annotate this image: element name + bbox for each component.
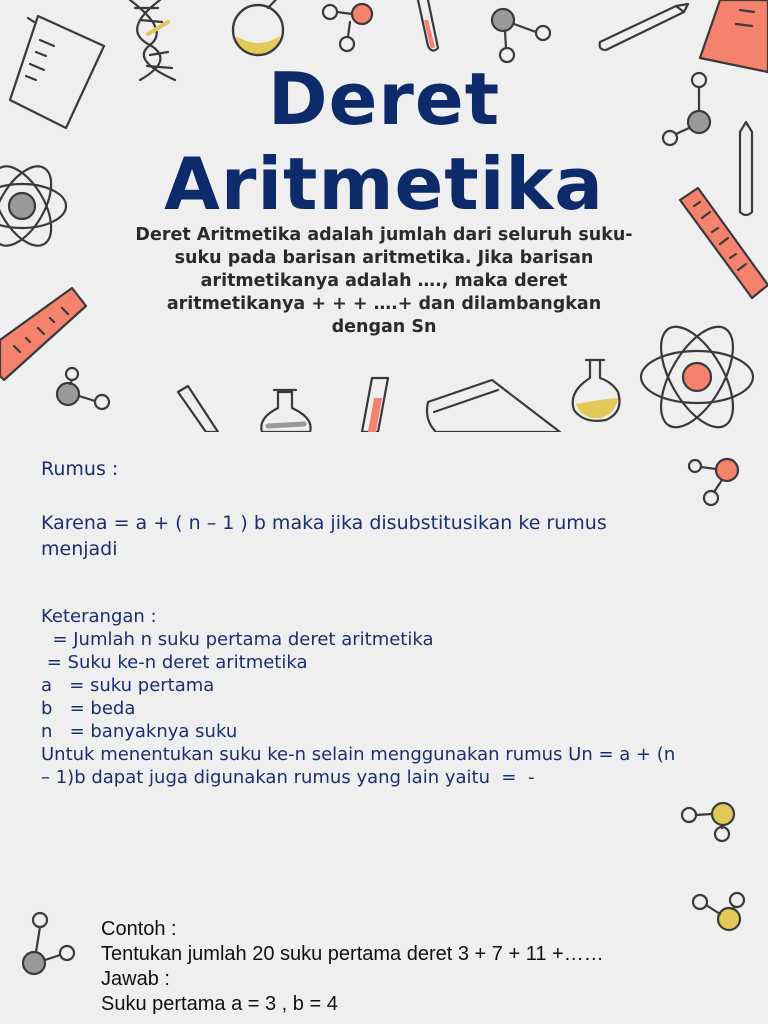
page-title-line-2: Aritmetika [164, 142, 604, 226]
rumus-label: Rumus : [41, 458, 119, 480]
intro-line: suku pada barisan aritmetika. Jika barisan [174, 248, 594, 268]
page-title-line-1: Deret [267, 57, 501, 141]
molecule-icon [682, 803, 734, 841]
test-tube-icon [418, 0, 438, 51]
intro-line: dengan Sn [331, 317, 437, 337]
molecule-icon [57, 368, 109, 409]
contoh-line: Tentukan jumlah 20 suku pertama deret 3 + 7 + 11 +…… [101, 943, 604, 965]
intro-line: aritmetikanya + + + ….+ dan dilambangkan [166, 294, 602, 314]
slide-title [0, 0, 768, 432]
book-icon [427, 380, 560, 432]
karena-line: Karena = a + ( n – 1 ) b maka jika disubstitusikan ke rumus [41, 512, 607, 534]
karena-line: menjadi [41, 538, 118, 560]
keterangan-block [41, 605, 675, 789]
ruler-icon [0, 288, 86, 380]
pencil-icon [600, 4, 688, 50]
contoh-line: Jawab : [101, 968, 170, 990]
molecule-icon [323, 4, 372, 51]
flask-icon [261, 390, 310, 432]
intro-paragraph [90, 224, 678, 339]
molecule-icon [23, 913, 74, 974]
flask-icon [573, 360, 620, 421]
keterangan-line: Untuk menentukan suku ke-n selain menggunakan rumus Un = a + (n [41, 744, 676, 765]
keterangan-line: Keterangan : [41, 606, 157, 627]
keterangan-line: n = banyaknya suku [41, 721, 238, 742]
keterangan-line: = Jumlah n suku pertama deret aritmetika [41, 629, 434, 650]
intro-line: Deret Aritmetika adalah jumlah dari seluruh suku- [135, 225, 633, 245]
test-tube-icon [178, 386, 218, 432]
intro-line: aritmetikanya adalah …., maka deret [200, 271, 568, 291]
molecule-icon [689, 459, 738, 505]
flask-icon [233, 0, 285, 55]
slide-formula [0, 442, 768, 1024]
keterangan-line: b = beda [41, 698, 136, 719]
contoh-line: Suku pertama a = 3 , b = 4 [101, 993, 338, 1015]
molecule-icon [693, 893, 744, 930]
keterangan-line: – 1)b dapat juga digunakan rumus yang lain yaitu = - [41, 767, 535, 788]
karena-paragraph [41, 510, 607, 562]
keterangan-line: = Suku ke-n deret aritmetika [41, 652, 308, 673]
keterangan-line: a = suku pertama [41, 675, 215, 696]
contoh-line: Contoh : [101, 918, 177, 940]
contoh-block [101, 917, 604, 1017]
test-tube-icon [362, 378, 388, 432]
molecule-icon [492, 9, 550, 62]
